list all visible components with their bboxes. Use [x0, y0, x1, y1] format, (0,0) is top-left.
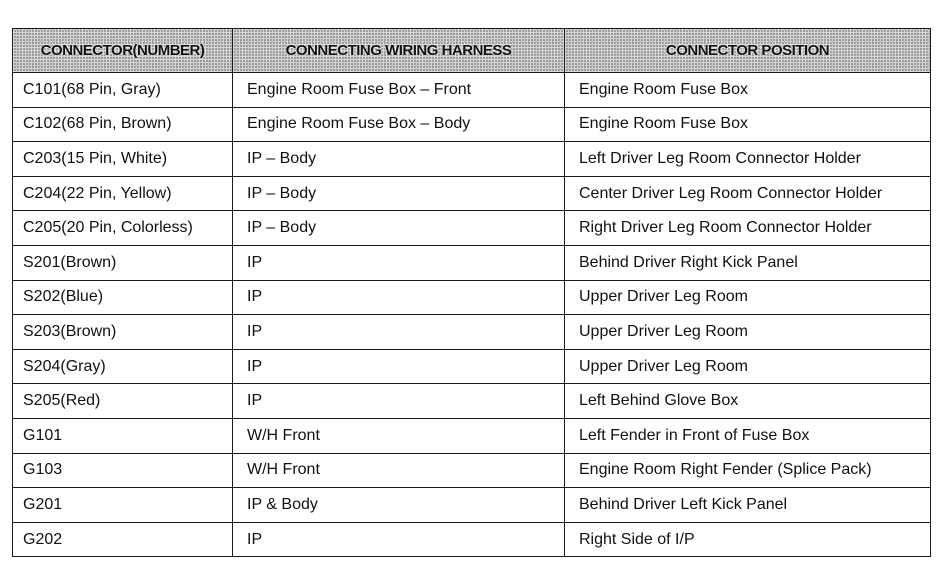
- connector-position-cell: Behind Driver Right Kick Panel: [565, 245, 931, 280]
- wiring-harness-cell: IP – Body: [233, 211, 565, 246]
- wiring-harness-cell: W/H Front: [233, 453, 565, 488]
- table-row: [13, 245, 931, 280]
- table-row: [13, 73, 931, 108]
- header-row: [13, 29, 931, 73]
- connector-position-cell: Center Driver Leg Room Connector Holder: [565, 176, 931, 211]
- table-row: [13, 522, 931, 557]
- header-connecting-wiring-harness: [233, 29, 565, 73]
- table-row: [13, 488, 931, 523]
- table-row: [13, 418, 931, 453]
- wiring-harness-cell: IP – Body: [233, 176, 565, 211]
- connector-number-cell: G101: [13, 418, 233, 453]
- connector-position-cell: Engine Room Fuse Box: [565, 107, 931, 142]
- connector-position-cell: Upper Driver Leg Room: [565, 280, 931, 315]
- connector-position-cell: Engine Room Fuse Box: [565, 73, 931, 108]
- wiring-harness-cell: IP: [233, 280, 565, 315]
- connector-number-cell: G201: [13, 488, 233, 523]
- table-header: [13, 29, 931, 73]
- table-body: [13, 73, 931, 557]
- connector-number-cell: C205(20 Pin, Colorless): [13, 211, 233, 246]
- wiring-harness-cell: IP: [233, 315, 565, 350]
- header-connector-number: [13, 29, 233, 73]
- connector-position-cell: Right Side of I/P: [565, 522, 931, 557]
- connector-position-cell: Behind Driver Left Kick Panel: [565, 488, 931, 523]
- table-row: [13, 349, 931, 384]
- header-connector-position: [565, 29, 931, 73]
- header-label: CONNECTING WIRING HARNESS: [285, 42, 512, 59]
- connector-position-cell: Left Behind Glove Box: [565, 384, 931, 419]
- wiring-harness-cell: IP – Body: [233, 142, 565, 177]
- connector-position-cell: Right Driver Leg Room Connector Holder: [565, 211, 931, 246]
- connector-position-cell: Upper Driver Leg Room: [565, 315, 931, 350]
- connector-number-cell: C101(68 Pin, Gray): [13, 73, 233, 108]
- connector-number-cell: S205(Red): [13, 384, 233, 419]
- connector-number-cell: S204(Gray): [13, 349, 233, 384]
- table-row: [13, 142, 931, 177]
- wiring-harness-cell: IP: [233, 384, 565, 419]
- table-row: [13, 280, 931, 315]
- table-row: [13, 384, 931, 419]
- wiring-harness-cell: IP: [233, 522, 565, 557]
- connector-number-cell: G202: [13, 522, 233, 557]
- connector-number-cell: C204(22 Pin, Yellow): [13, 176, 233, 211]
- header-label: CONNECTOR(NUMBER): [40, 42, 205, 59]
- wiring-harness-cell: IP & Body: [233, 488, 565, 523]
- wiring-harness-cell: Engine Room Fuse Box – Body: [233, 107, 565, 142]
- connector-number-cell: S202(Blue): [13, 280, 233, 315]
- connector-position-cell: Left Driver Leg Room Connector Holder: [565, 142, 931, 177]
- connector-position-cell: Left Fender in Front of Fuse Box: [565, 418, 931, 453]
- table-row: [13, 176, 931, 211]
- connector-position-cell: Upper Driver Leg Room: [565, 349, 931, 384]
- connector-number-cell: S201(Brown): [13, 245, 233, 280]
- connector-number-cell: G103: [13, 453, 233, 488]
- connector-number-cell: C102(68 Pin, Brown): [13, 107, 233, 142]
- connector-position-cell: Engine Room Right Fender (Splice Pack): [565, 453, 931, 488]
- connector-number-cell: C203(15 Pin, White): [13, 142, 233, 177]
- table-row: [13, 315, 931, 350]
- wiring-harness-cell: W/H Front: [233, 418, 565, 453]
- table-row: [13, 453, 931, 488]
- header-label: CONNECTOR POSITION: [665, 42, 830, 59]
- wiring-harness-cell: Engine Room Fuse Box – Front: [233, 73, 565, 108]
- table-row: [13, 107, 931, 142]
- connector-table-container: [12, 28, 930, 562]
- connector-number-cell: S203(Brown): [13, 315, 233, 350]
- wiring-harness-cell: IP: [233, 349, 565, 384]
- wiring-harness-cell: IP: [233, 245, 565, 280]
- table-row: [13, 211, 931, 246]
- connector-table: [12, 28, 931, 557]
